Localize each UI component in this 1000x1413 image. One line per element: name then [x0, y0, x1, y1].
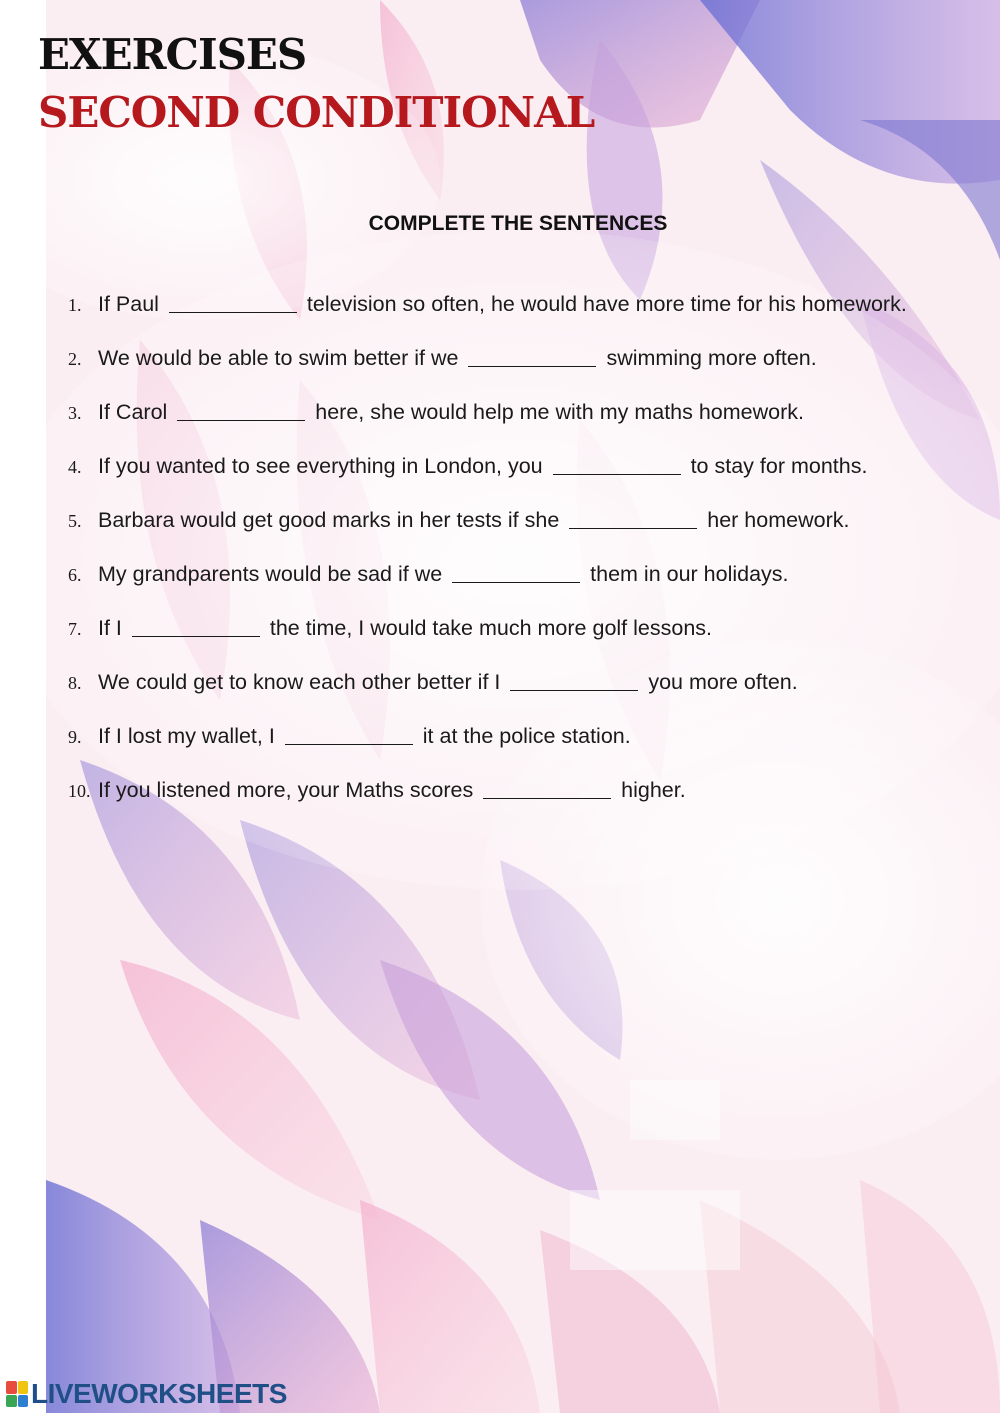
answer-blank-6[interactable]	[452, 560, 580, 583]
answer-blank-2[interactable]	[468, 344, 596, 367]
sentence-end: the time, I would take much more golf lessons.	[263, 616, 712, 640]
sentence-end: here, she would help me with my maths homework.	[309, 400, 804, 424]
sentence-end: it at the police station.	[416, 724, 631, 748]
instructions-heading: COMPLETE THE SENTENCES	[368, 212, 668, 235]
answer-blank-10[interactable]	[483, 776, 611, 799]
sentence-start: Barbara would get good marks in her tests if she	[98, 508, 566, 532]
sentence-end: you more often.	[642, 670, 798, 694]
item-number: 3.	[68, 403, 82, 423]
answer-blank-5[interactable]	[569, 506, 697, 529]
sentence-end: her homework.	[701, 508, 850, 532]
item-number: 6.	[68, 565, 82, 585]
exercise-item	[68, 668, 907, 722]
worksheet-subtitle: SECOND CONDITIONAL	[38, 88, 595, 137]
sentence-start: My grandparents would be sad if we	[98, 562, 449, 586]
answer-blank-1[interactable]	[169, 290, 297, 313]
item-number: 4.	[68, 457, 82, 477]
answer-blank-8[interactable]	[510, 668, 638, 691]
exercise-item	[68, 776, 907, 830]
exercise-item	[68, 506, 907, 560]
sentence-end: higher.	[615, 778, 686, 802]
item-number: 2.	[68, 349, 82, 369]
liveworksheets-logo-icon	[6, 1381, 28, 1407]
sentence-start: If Carol	[98, 400, 174, 424]
answer-blank-3[interactable]	[177, 398, 305, 421]
brand-name: LIVEWORKSHEETS	[31, 1378, 287, 1409]
sentence-end: swimming more often.	[600, 346, 817, 370]
item-number: 8.	[68, 673, 82, 693]
item-number: 10.	[68, 781, 91, 801]
sentence-start: If I	[98, 616, 128, 640]
exercise-item	[68, 614, 907, 668]
sentence-start: If you listened more, your Maths scores	[98, 778, 480, 802]
sentence-start: If Paul	[98, 292, 165, 316]
sentence-start: If I lost my wallet, I	[98, 724, 281, 748]
exercise-item	[68, 290, 907, 344]
exercise-item	[68, 344, 907, 398]
exercise-list	[68, 290, 907, 830]
exercise-item	[68, 722, 907, 776]
item-number: 7.	[68, 619, 82, 639]
item-number: 5.	[68, 511, 82, 531]
item-number: 1.	[68, 295, 82, 315]
sentence-start: If you wanted to see everything in London, you	[98, 454, 549, 478]
item-number: 9.	[68, 727, 82, 747]
sentence-start: We could get to know each other better if I	[98, 670, 507, 694]
sentence-start: We would be able to swim better if we	[98, 346, 465, 370]
exercise-item	[68, 560, 907, 614]
sentence-end: television so often, he would have more time for his homework.	[300, 292, 907, 316]
worksheet-title: EXERCISES	[38, 30, 307, 79]
sentence-end: them in our holidays.	[584, 562, 789, 586]
answer-blank-7[interactable]	[132, 614, 260, 637]
liveworksheets-logo[interactable]	[6, 1378, 287, 1410]
answer-blank-4[interactable]	[553, 452, 681, 475]
sentence-end: to stay for months.	[684, 454, 868, 478]
answer-blank-9[interactable]	[285, 722, 413, 745]
exercise-item	[68, 398, 907, 452]
exercise-item	[68, 452, 907, 506]
